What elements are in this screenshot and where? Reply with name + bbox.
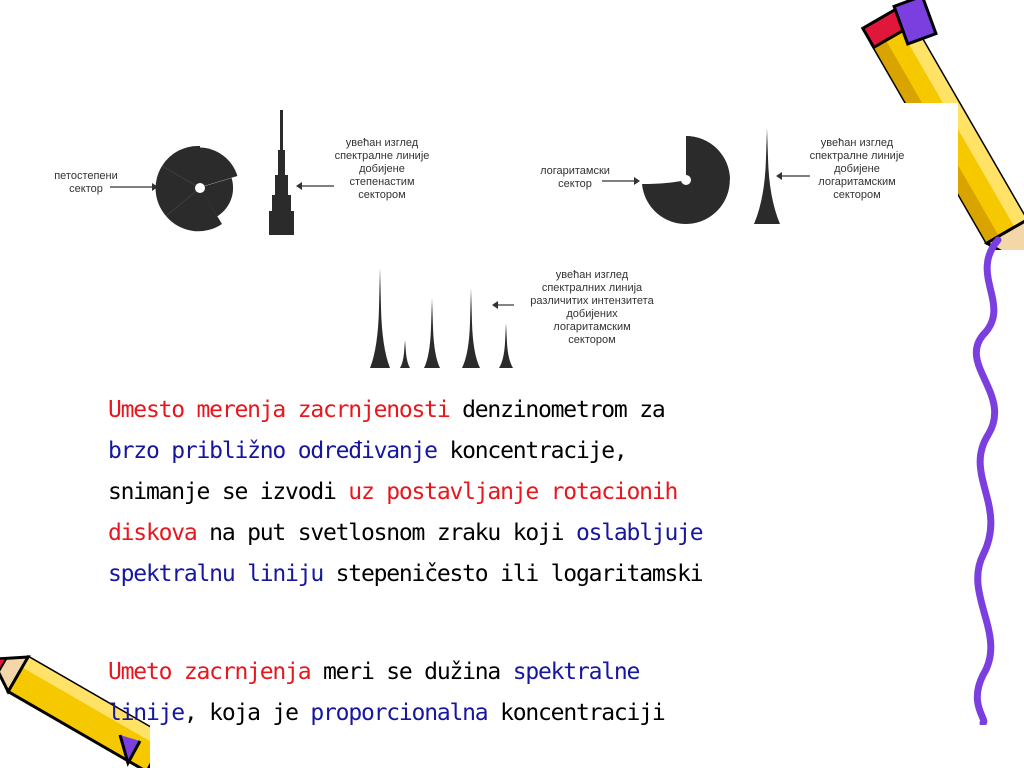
arrow-icon <box>600 176 640 186</box>
squiggle-line-icon <box>958 235 1024 725</box>
log-spectral-lines-set <box>360 268 520 370</box>
stepped-spectral-line <box>262 110 302 236</box>
paragraph-line-length <box>108 652 918 734</box>
paragraph-rotating-disks <box>108 390 918 595</box>
stepped-line-caption: увећан изглед спектралне линије добијене степенастим сектором <box>334 137 430 201</box>
paragraph-line: linije, koja je proporcionalna koncentraciji <box>108 700 665 726</box>
log-lines-caption: увећан изглед спектралних линија различитих интензитета добијених логаритамским сектором <box>530 269 654 346</box>
paragraph-line: brzo približno određivanje koncentracije, <box>108 438 627 464</box>
stepped-sector-disk <box>150 138 250 238</box>
paragraph-line: Umeto zacrnjenja meri se dužina spektralne <box>108 659 640 685</box>
stepped-sector-label: петостепени сектор <box>54 170 118 195</box>
log-line-caption: увећан изглед спектралне линије добијене логаритамским сектором <box>809 137 905 201</box>
paragraph-line: snimanje se izvodi uz postavljanje rotacionih <box>108 479 678 505</box>
paragraph-line: diskova na put svetlosnom zraku koji oslabljuje <box>108 520 703 546</box>
paragraph-line: Umesto merenja zacrnjenosti denzinometrom za <box>108 397 665 423</box>
log-sector-label: логаритамски сектор <box>540 165 610 190</box>
log-sector-disk <box>638 132 734 228</box>
paragraph-line: spektralnu liniju stepeničesto ili logaritamski <box>108 561 703 587</box>
